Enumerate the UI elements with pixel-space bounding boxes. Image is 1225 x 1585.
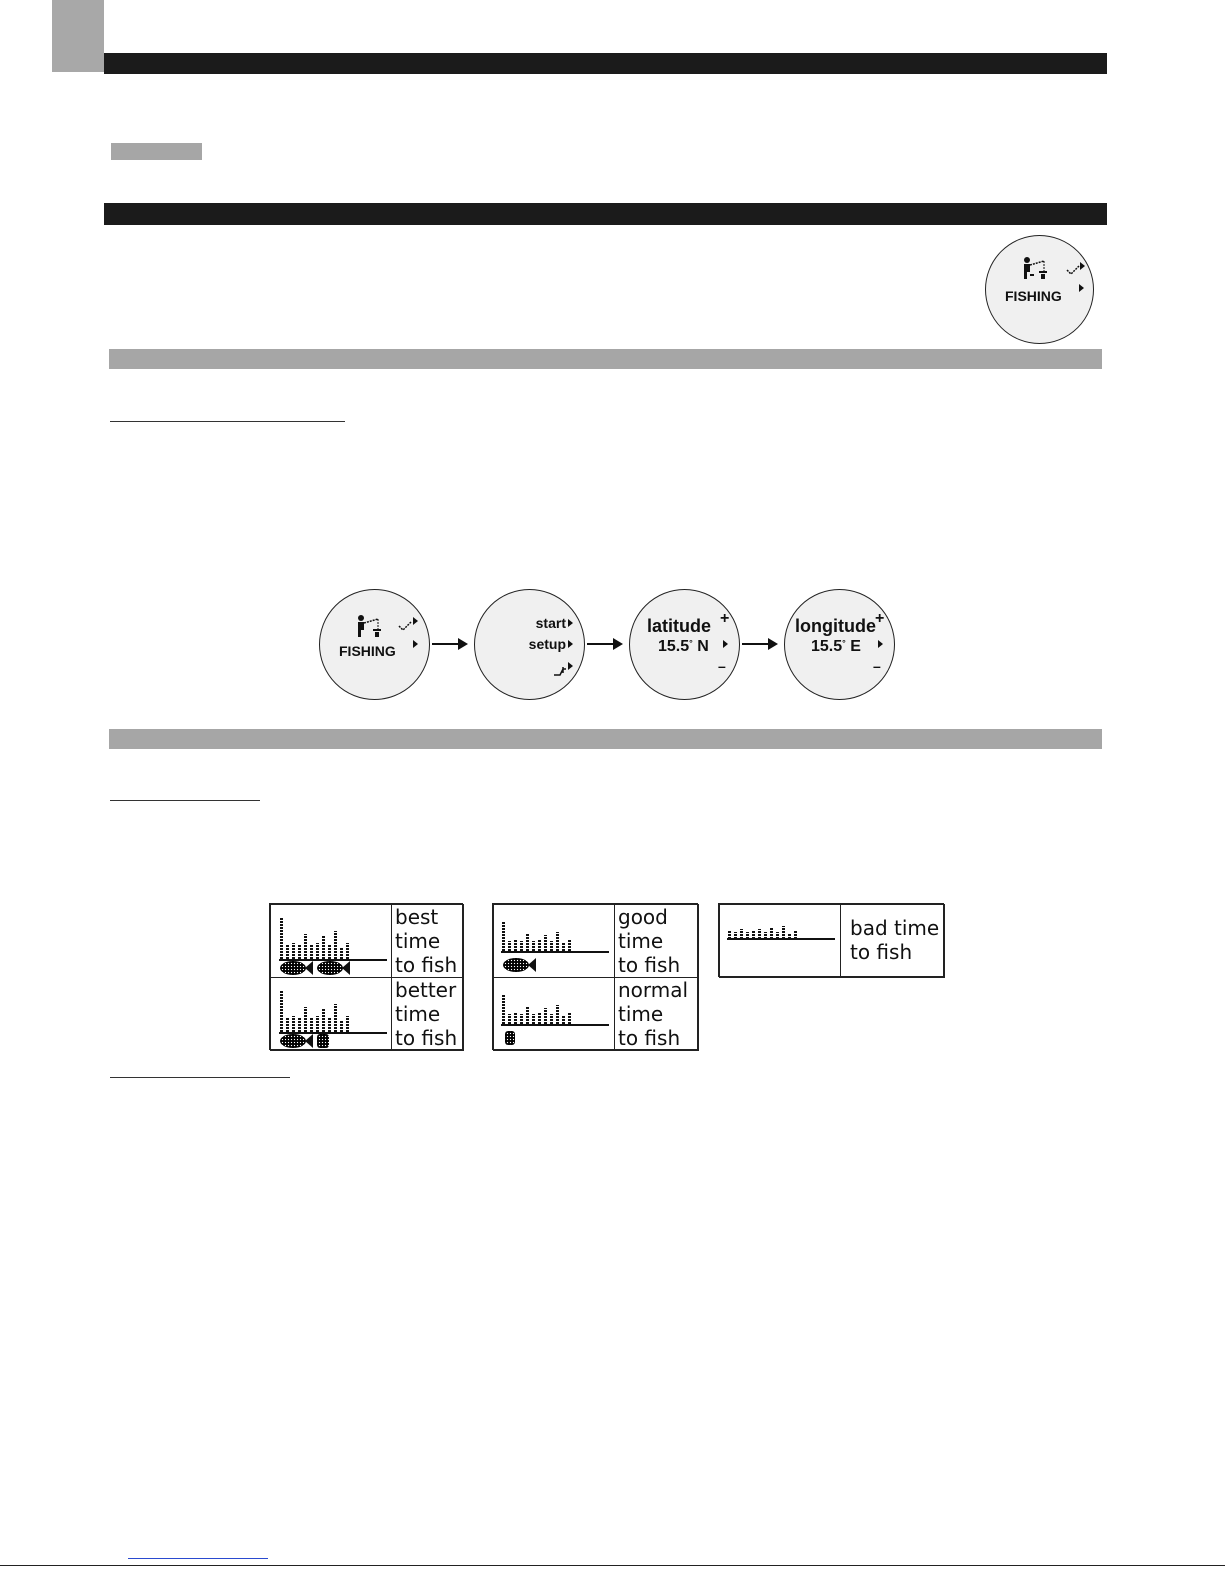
graph-bar bbox=[316, 1016, 319, 1032]
fisherman-icon bbox=[356, 614, 382, 640]
footer-link[interactable] bbox=[128, 1558, 268, 1559]
label-normal: normal time to fish bbox=[614, 977, 699, 1051]
flow-screen-longitude bbox=[784, 589, 895, 700]
triangle-right-icon bbox=[1080, 262, 1085, 270]
graph-bar bbox=[538, 1013, 541, 1024]
tide-graph bbox=[728, 917, 800, 939]
fish-icon bbox=[280, 1034, 306, 1048]
latitude-value: 15.5° N bbox=[658, 638, 709, 655]
triangle-right-icon bbox=[568, 662, 573, 670]
graph-bar bbox=[334, 1004, 337, 1032]
fish-tail-icon bbox=[305, 1034, 313, 1048]
label-better: better time to fish bbox=[391, 977, 464, 1051]
flow-screen-menu bbox=[474, 589, 585, 700]
graph-bar bbox=[538, 940, 541, 951]
tide-graph bbox=[280, 913, 352, 959]
graph-bar bbox=[280, 991, 283, 1032]
subheading-underline bbox=[110, 421, 345, 422]
label-good: good time to fish bbox=[614, 904, 699, 978]
longitude-value: 15.5° E bbox=[811, 638, 861, 655]
flow-screen-latitude bbox=[629, 589, 740, 700]
grey-section-bar-1 bbox=[109, 349, 1102, 369]
longitude-title: longitude bbox=[795, 616, 876, 636]
graph-bar bbox=[340, 1020, 343, 1032]
graph-cell bbox=[270, 904, 392, 978]
section-bar bbox=[104, 203, 1107, 225]
graph-axis bbox=[501, 1024, 609, 1026]
graph-bar bbox=[322, 936, 325, 959]
check-icon bbox=[398, 616, 412, 635]
fish-icons bbox=[503, 958, 540, 972]
graph-bar bbox=[340, 947, 343, 959]
fish-tail-icon bbox=[528, 958, 536, 972]
graph-bar bbox=[346, 1016, 349, 1032]
tide-graph bbox=[502, 919, 574, 951]
graph-bar bbox=[280, 918, 283, 959]
fishing-table-bad bbox=[718, 903, 944, 977]
graph-cell bbox=[493, 904, 615, 978]
graph-bar bbox=[304, 934, 307, 959]
triangle-right-icon bbox=[568, 619, 573, 627]
graph-bar bbox=[550, 1014, 553, 1024]
graph-bar bbox=[310, 1018, 313, 1032]
subheading-underline bbox=[110, 800, 260, 801]
footer-rule bbox=[0, 1565, 1225, 1566]
menu-start: start bbox=[535, 615, 566, 631]
graph-bar bbox=[292, 1016, 295, 1032]
fishing-label: FISHING bbox=[1005, 288, 1062, 304]
graph-bar bbox=[532, 1014, 535, 1024]
fish-icons bbox=[280, 961, 354, 975]
flow-screen-fishing bbox=[319, 589, 430, 700]
graph-bar bbox=[526, 1006, 529, 1024]
half-fish-icon bbox=[505, 1031, 515, 1045]
graph-bar bbox=[550, 941, 553, 951]
graph-bar bbox=[328, 1018, 331, 1032]
label-bad: bad time to fish bbox=[840, 904, 945, 978]
graph-axis bbox=[501, 951, 609, 953]
graph-bar bbox=[544, 935, 547, 951]
fishing-label: FISHING bbox=[339, 643, 396, 659]
triangle-right-icon bbox=[1079, 284, 1084, 292]
graph-bar bbox=[526, 933, 529, 951]
graph-bar bbox=[568, 1013, 571, 1024]
subheading-underline bbox=[110, 1077, 290, 1078]
graph-bar bbox=[286, 945, 289, 959]
graph-bar bbox=[532, 941, 535, 951]
graph-cell bbox=[270, 977, 392, 1051]
tide-graph bbox=[280, 986, 352, 1032]
menu-setup: setup bbox=[528, 636, 566, 652]
section-tag bbox=[111, 143, 202, 160]
header-bar bbox=[104, 53, 1107, 74]
graph-bar bbox=[562, 943, 565, 951]
label-best: best time to fish bbox=[391, 904, 464, 978]
fish-icons bbox=[280, 1034, 329, 1048]
triangle-right-icon bbox=[413, 640, 418, 648]
latitude-title: latitude bbox=[647, 616, 712, 636]
fish-icon bbox=[317, 961, 343, 975]
flow-arrow bbox=[587, 643, 621, 645]
graph-bar bbox=[298, 1018, 301, 1032]
fish-tail-icon bbox=[305, 961, 313, 975]
flow-arrow bbox=[742, 643, 776, 645]
graph-bar bbox=[316, 943, 319, 959]
fish-icons bbox=[505, 1031, 515, 1045]
grey-section-bar-2 bbox=[109, 729, 1102, 749]
graph-bar bbox=[292, 943, 295, 959]
graph-bar bbox=[304, 1007, 307, 1032]
page-corner-tab bbox=[52, 0, 104, 72]
triangle-right-icon bbox=[723, 640, 728, 648]
graph-bar bbox=[568, 940, 571, 951]
minus-icon: – bbox=[873, 658, 881, 674]
graph-bar bbox=[334, 931, 337, 959]
graph-bar bbox=[514, 1013, 517, 1024]
fish-icon bbox=[503, 958, 529, 972]
graph-bar bbox=[328, 945, 331, 959]
graph-bar bbox=[310, 945, 313, 959]
check-icon bbox=[1066, 260, 1080, 279]
triangle-right-icon bbox=[878, 640, 883, 648]
graph-bar bbox=[520, 941, 523, 951]
graph-bar bbox=[514, 940, 517, 951]
graph-bar bbox=[502, 995, 505, 1024]
minus-icon: – bbox=[718, 658, 726, 674]
triangle-right-icon bbox=[568, 640, 573, 648]
tide-graph bbox=[502, 992, 574, 1024]
plus-icon: + bbox=[720, 610, 730, 627]
graph-bar bbox=[508, 941, 511, 951]
triangle-right-icon bbox=[413, 617, 418, 625]
fisherman-icon bbox=[1022, 256, 1048, 282]
graph-bar bbox=[556, 932, 559, 951]
back-icon bbox=[553, 661, 567, 680]
fish-icon bbox=[280, 961, 306, 975]
fishing-table-best-better bbox=[269, 903, 463, 1050]
graph-bar bbox=[508, 1014, 511, 1024]
plus-icon: + bbox=[875, 610, 885, 627]
flow-arrow bbox=[432, 643, 466, 645]
fish-tail-icon bbox=[342, 961, 350, 975]
graph-axis bbox=[727, 938, 835, 940]
graph-bar bbox=[322, 1009, 325, 1032]
graph-bar bbox=[520, 1014, 523, 1024]
graph-cell bbox=[719, 904, 841, 978]
half-fish-icon bbox=[317, 1034, 329, 1048]
graph-bar bbox=[298, 945, 301, 959]
fishing-watch-display bbox=[985, 235, 1094, 344]
graph-bar bbox=[502, 922, 505, 951]
graph-bar bbox=[562, 1016, 565, 1024]
graph-bar bbox=[286, 1018, 289, 1032]
graph-cell bbox=[493, 977, 615, 1051]
graph-bar bbox=[346, 943, 349, 959]
fishing-table-good-normal bbox=[492, 903, 698, 1050]
graph-bar bbox=[544, 1008, 547, 1024]
graph-bar bbox=[556, 1005, 559, 1024]
